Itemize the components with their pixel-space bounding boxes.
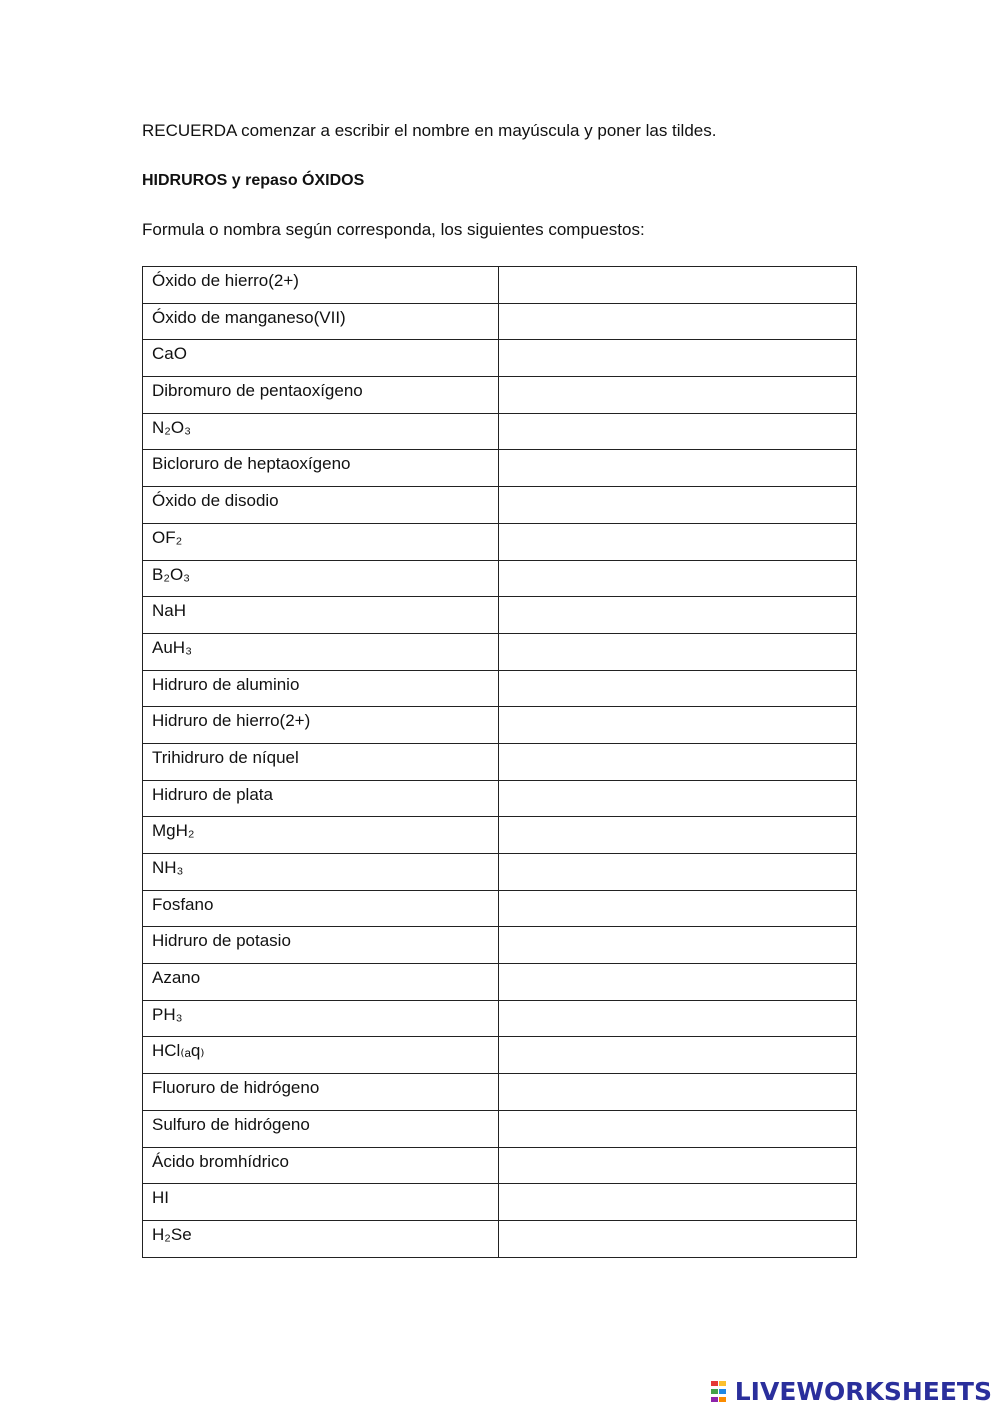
liveworksheets-logo-text: LIVEWORKSHEETS xyxy=(734,1377,992,1406)
answer-cell[interactable] xyxy=(499,964,857,1001)
compound-cell xyxy=(143,890,499,927)
compound-label: PH₃ xyxy=(152,1004,183,1024)
compound-cell xyxy=(143,413,499,450)
compound-label: H₂Se xyxy=(152,1224,192,1244)
answer-cell[interactable] xyxy=(499,817,857,854)
compounds-table xyxy=(142,266,857,1258)
compound-label: CaO xyxy=(152,344,187,364)
compound-cell xyxy=(143,1184,499,1221)
compound-label: NaH xyxy=(152,601,187,621)
answer-cell[interactable] xyxy=(499,780,857,817)
compound-cell xyxy=(143,450,499,487)
compound-cell xyxy=(143,964,499,1001)
answer-cell[interactable] xyxy=(499,707,857,744)
answer-cell[interactable] xyxy=(499,267,857,304)
compound-cell xyxy=(143,597,499,634)
answer-cell[interactable] xyxy=(499,597,857,634)
compound-cell xyxy=(143,560,499,597)
compound-label: Fluoruro de hidrógeno xyxy=(152,1078,320,1098)
table-row xyxy=(143,927,857,964)
answer-cell[interactable] xyxy=(499,1000,857,1037)
table-row xyxy=(143,890,857,927)
table-row xyxy=(143,1110,857,1147)
answer-cell[interactable] xyxy=(499,1037,857,1074)
answer-cell[interactable] xyxy=(499,303,857,340)
compound-label: MgH₂ xyxy=(152,821,195,841)
compound-label: Fosfano xyxy=(152,894,214,914)
answer-cell[interactable] xyxy=(499,743,857,780)
table-row xyxy=(143,267,857,304)
compound-cell xyxy=(143,817,499,854)
compound-label: Hidruro de plata xyxy=(152,784,273,804)
compound-label: NH₃ xyxy=(152,858,184,877)
answer-cell[interactable] xyxy=(499,1220,857,1257)
compound-cell xyxy=(143,523,499,560)
table-row xyxy=(143,1184,857,1221)
compound-cell xyxy=(143,1110,499,1147)
compound-cell xyxy=(143,707,499,744)
table-row xyxy=(143,1000,857,1037)
table-row xyxy=(143,780,857,817)
compound-cell xyxy=(143,487,499,524)
table-row xyxy=(143,1037,857,1074)
compound-cell xyxy=(143,340,499,377)
table-row xyxy=(143,303,857,340)
answer-cell[interactable] xyxy=(499,377,857,414)
compound-label: Bicloruro de heptaoxígeno xyxy=(152,454,351,474)
table-row xyxy=(143,854,857,891)
answer-cell[interactable] xyxy=(499,413,857,450)
table-row xyxy=(143,670,857,707)
answer-cell[interactable] xyxy=(499,1147,857,1184)
compound-label: Hidruro de potasio xyxy=(152,931,291,951)
answer-cell[interactable] xyxy=(499,927,857,964)
compound-cell xyxy=(143,1147,499,1184)
compound-label: Óxido de manganeso(VII) xyxy=(152,307,346,327)
compound-label: Sulfuro de hidrógeno xyxy=(152,1114,310,1134)
compound-label: Óxido de disodio xyxy=(152,491,279,511)
table-row xyxy=(143,707,857,744)
compound-label: OF₂ xyxy=(152,527,183,547)
table-row xyxy=(143,560,857,597)
table-row xyxy=(143,964,857,1001)
table-row xyxy=(143,1074,857,1111)
liveworksheets-logo-icon xyxy=(711,1380,731,1404)
compound-label: Dibromuro de pentaoxígeno xyxy=(152,381,363,401)
compound-cell xyxy=(143,303,499,340)
table-row xyxy=(143,487,857,524)
compound-label: B₂O₃ xyxy=(152,564,191,584)
table-row xyxy=(143,377,857,414)
table-row xyxy=(143,633,857,670)
table-row xyxy=(143,597,857,634)
compound-cell xyxy=(143,854,499,891)
compound-label: Ácido bromhídrico xyxy=(152,1151,290,1171)
table-row xyxy=(143,450,857,487)
compound-cell xyxy=(143,377,499,414)
compound-cell xyxy=(143,1037,499,1074)
answer-cell[interactable] xyxy=(499,487,857,524)
compound-label: HCl₍ₐq₎ xyxy=(152,1041,205,1061)
compound-label: Óxido de hierro(2+) xyxy=(152,271,299,290)
compound-label: Hidruro de hierro(2+) xyxy=(152,711,311,731)
compound-label: AuH₃ xyxy=(152,637,192,657)
compound-cell xyxy=(143,780,499,817)
table-row xyxy=(143,413,857,450)
compound-cell xyxy=(143,670,499,707)
instructions-text: Formula o nombra según corresponda, los siguientes compuestos: xyxy=(142,220,645,239)
answer-cell[interactable] xyxy=(499,1184,857,1221)
compound-label: Trihidruro de níquel xyxy=(152,747,299,767)
answer-cell[interactable] xyxy=(499,854,857,891)
compound-cell xyxy=(143,1074,499,1111)
compound-cell xyxy=(143,1000,499,1037)
table-row xyxy=(143,1147,857,1184)
table-row xyxy=(143,340,857,377)
compound-label: N₂O₃ xyxy=(152,417,192,437)
answer-cell[interactable] xyxy=(499,670,857,707)
compound-cell xyxy=(143,743,499,780)
compound-cell xyxy=(143,267,499,304)
table-row xyxy=(143,523,857,560)
answer-cell[interactable] xyxy=(499,450,857,487)
liveworksheets-logo xyxy=(711,1377,992,1407)
reminder-text: RECUERDA comenzar a escribir el nombre en mayúscula y poner las tildes. xyxy=(142,121,717,140)
answer-cell[interactable] xyxy=(499,523,857,560)
compound-cell xyxy=(143,1220,499,1257)
section-title: HIDRUROS y repaso ÓXIDOS xyxy=(142,172,365,189)
compound-label: Hidruro de aluminio xyxy=(152,674,300,694)
table-row xyxy=(143,817,857,854)
answer-cell[interactable] xyxy=(499,340,857,377)
answer-cell[interactable] xyxy=(499,1074,857,1111)
compound-cell xyxy=(143,927,499,964)
compound-label: HI xyxy=(152,1188,169,1208)
answer-cell[interactable] xyxy=(499,633,857,670)
table-row xyxy=(143,743,857,780)
compound-label: Azano xyxy=(152,968,201,988)
compound-cell xyxy=(143,633,499,670)
answer-cell[interactable] xyxy=(499,1110,857,1147)
answer-cell[interactable] xyxy=(499,560,857,597)
answer-cell[interactable] xyxy=(499,890,857,927)
table-row xyxy=(143,1220,857,1257)
